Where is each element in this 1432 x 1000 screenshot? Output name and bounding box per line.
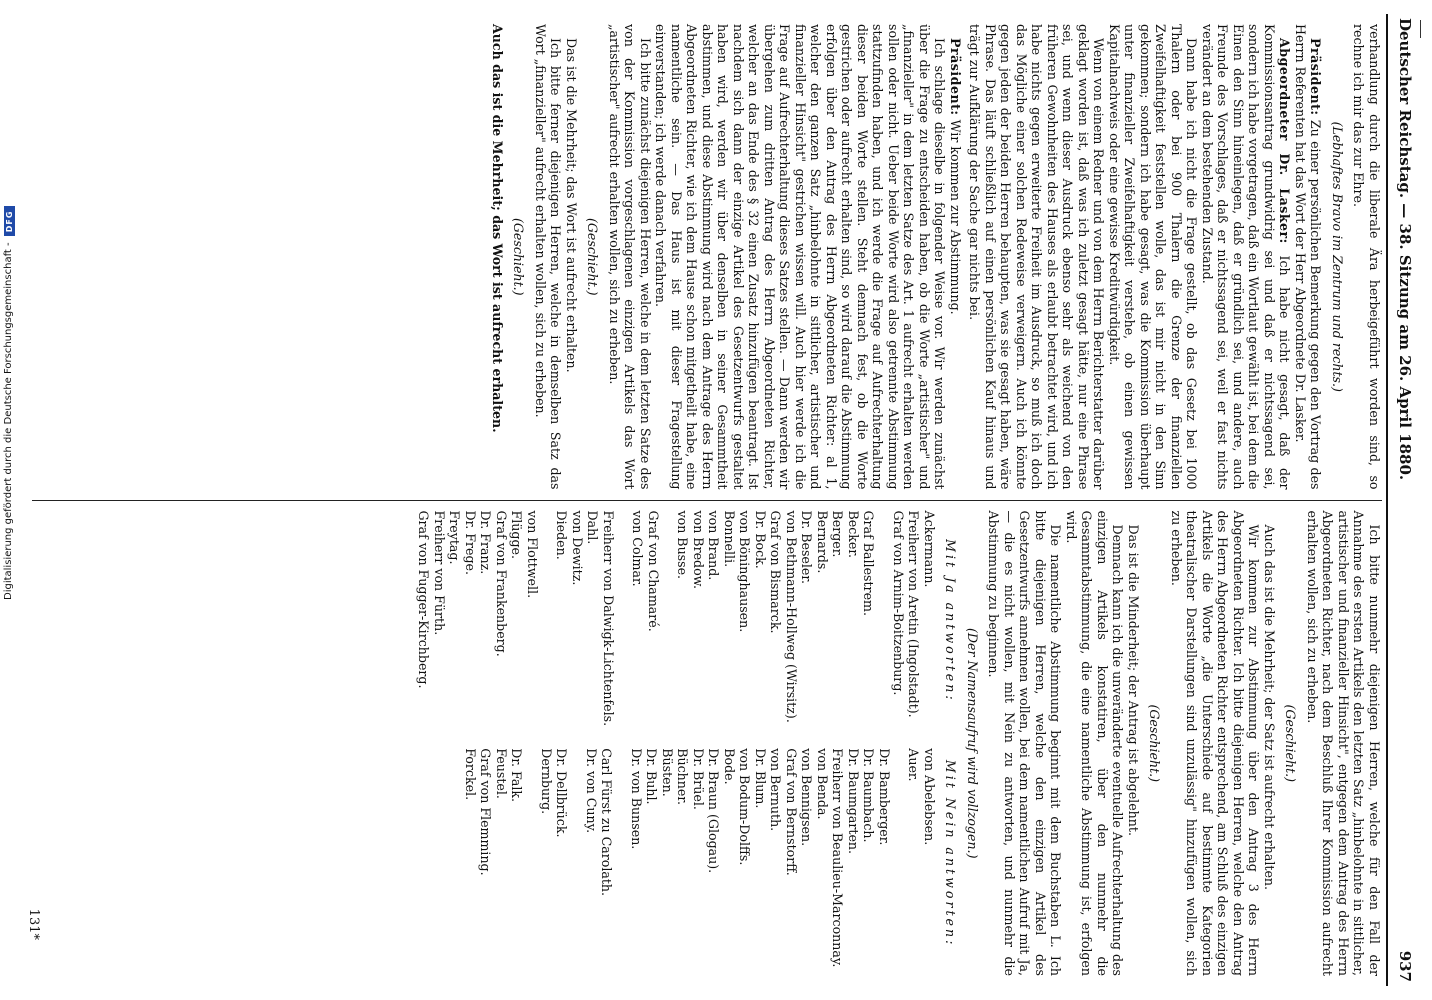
voter-name: Auer. bbox=[906, 748, 922, 782]
voter-name: Graf von Flemming. bbox=[478, 748, 494, 876]
voter-name: von Bennigsen. bbox=[799, 748, 815, 847]
left-column bbox=[32, 14, 1382, 500]
speech-text: Zu einer persönlichen Bemerkung gegen den Vortrag des Herrn Referenten hat das Wort der Herr Abgeordnete Dr. Lasker. bbox=[1293, 24, 1324, 490]
voter-name: Dr. Bock. bbox=[753, 510, 768, 569]
voter-name: Freytag. bbox=[447, 510, 463, 565]
voter-name: Dr. von Bunsen. bbox=[629, 748, 644, 850]
voter-name: Büsten. bbox=[660, 748, 675, 797]
vote-lists bbox=[416, 511, 937, 977]
voter-name: von Brand. bbox=[706, 510, 722, 581]
list-spacer bbox=[892, 748, 906, 976]
voter-name: Forckel. bbox=[463, 748, 478, 801]
footer-mark: 131* bbox=[26, 908, 42, 940]
voter-name: Graf von Arnim-Boitzenburg. bbox=[891, 510, 906, 696]
page-header bbox=[1388, 14, 1412, 986]
paragraph: Ich bitte ferner diejenigen Herren, welche in demselben Satz das Wort „finanzieller" aufrecht erhalten wollen, sich zu erheben. bbox=[533, 24, 564, 490]
voter-name: von Dewitz. bbox=[570, 510, 585, 586]
voter-name: Bode. bbox=[722, 748, 737, 785]
list-spacer bbox=[615, 748, 629, 976]
voter-name: von Abelebsen. bbox=[922, 748, 937, 846]
page-number: 937 bbox=[1396, 950, 1414, 982]
speech-text: Ich habe nicht gesagt, daß der Kommissionsantrag grundwidrig sei und daß er nichtssagend sei, sondern ich habe vorgetragen, daß ein Wortlaut gewählt ist, bei dem die Einen den Sinn hineinlegen, daß er gründlich sei, und andere, auch Freunde des Vorschlages, daß er nichtssagend sei, weil er fast nichts verändert an dem bestehenden Zustand. bbox=[1200, 24, 1293, 490]
vote-headings bbox=[943, 511, 959, 977]
header-rule bbox=[1386, 14, 1388, 986]
voter-name: Graf von Frankenberg. bbox=[494, 510, 509, 657]
result-note: (Geschieht.) bbox=[1283, 704, 1299, 783]
paragraph: Wenn von einem Redner und von dem Herrn Berichterstatter darüber geklagt worden ist, daß was ich zuletzt gesagt hätte, nur eine Phrase sei, und wenn dieser Ausdruck ebenso sehr als weichend von den früheren Gewohnheiten des Hauses als erlaubt betrachtet wird, und ich habe nichts gegen erweiterte Freiheit im Ausdruck, so muß ich doch das Mögliche einer solchen Redeweise verweigern. Auch ich könnte gegen jeden der beiden Herren behaupten, was sie gesagt haben, wäre Phrase. Das läuft schließlich auf einen persönlichen Kauf hinaus und trägt zur Aufklärung der Sache gar nichts bei. bbox=[967, 24, 1107, 490]
paragraph: verhandlung durch die liberale Ära herbeigeführt worden sind, so rechne ich mir das zur Ehre. bbox=[1351, 24, 1382, 490]
voter-name: Carl Fürst zu Carolath. bbox=[599, 748, 615, 897]
credit-text: Digitalisierung gefördert durch die Deutsche Forschungsgemeinschaft - bbox=[3, 242, 14, 600]
voter-name: Graf von Bismarck. bbox=[768, 510, 784, 634]
paragraph: Auch das ist die Mehrheit; der Satz ist aufrecht erhalten. bbox=[1262, 524, 1277, 891]
page-title: Deutscher Reichstag. — 38. Sitzung am 26. April 1880. bbox=[1396, 18, 1414, 481]
voter-name: von Bredow. bbox=[691, 510, 706, 589]
rotated-page bbox=[16, 0, 1416, 1000]
voter-name: von Flottwell. bbox=[525, 510, 540, 599]
voter-name: Dieden. bbox=[554, 510, 570, 560]
voter-name: Dr. Braun (Glogau). bbox=[706, 748, 722, 874]
speaker-name: Abgeordneter Dr. Lasker: bbox=[1277, 38, 1293, 244]
paragraph bbox=[1293, 24, 1324, 490]
voter-name: Dr. von Cuny. bbox=[584, 748, 599, 834]
voter-name: Dr. Buhl. bbox=[644, 748, 660, 805]
voter-name: Dahl. bbox=[585, 510, 601, 545]
voter-name: von Busse. bbox=[675, 510, 691, 580]
result-note: (Geschieht.) bbox=[585, 217, 601, 296]
paragraph bbox=[948, 24, 964, 490]
list-spacer bbox=[525, 748, 539, 976]
paragraph: Das ist die Minderheit; der Antrag ist abgelehnt. bbox=[1126, 524, 1141, 836]
paragraph: Wir kommen zur Abstimmung über den Antrag 3 des Herrn Abgeordneten Richter. Ich bitte diejenigen Herren, welche den Antrag des Herrn Abgeordneten Richter entsprechend, am Schluß des einzigen Artikels die Worte „die Unterschiede auf bestimmte Kategorien theatralischer Darstellungen sind unzulässig" hinzufügen wollen, sich zu erheben. bbox=[1169, 510, 1262, 976]
dfg-logo: DFG bbox=[4, 206, 15, 236]
no-vote-list bbox=[416, 748, 937, 976]
paragraph: Die namentliche Abstimmung beginnt mit dem Buchstaben L. Ich bitte diejenigen Herren, welche den einzigen Artikel des Gesetzentwurfs annehmen wollen, bei dem namentlichen Aufruf mit Ja, — die es nicht wollen, mit Nein zu antworten, und nunmehr die Abstimmung zu beginnen. bbox=[986, 510, 1064, 976]
voter-name: von Benda. bbox=[815, 748, 830, 820]
voter-name: Büchner. bbox=[675, 748, 691, 805]
paragraph: Das ist die Mehrheit; das Wort ist aufrecht erhalten. bbox=[564, 38, 579, 373]
voter-name: Dernburg. bbox=[539, 748, 554, 815]
voter-name: Freiherr von Fürth. bbox=[432, 510, 447, 636]
vote-no-heading: Mit Nein antworten: bbox=[943, 759, 959, 948]
voter-name: Dr. Baumgarten. bbox=[846, 748, 861, 855]
voter-name: Dr. Bamberger. bbox=[877, 748, 892, 846]
paragraph: Ich bitte nunmehr diejenigen Herren, welche für den Fall der Annahme des ersten Artikels den letzten Satz „hinbelohnte in sittlicher, artistischer und finanzieller Hinsicht", entgegen dem Antrag des Herrn Abgeordneten Richter, nach dem Beschluß Ihrer Kommission aufrecht erhalten wollen, sich zu erheben. bbox=[1305, 510, 1382, 976]
voter-name: Dr. Falk. bbox=[509, 748, 525, 803]
voter-name: Freiherr von Aretin (Ingolstadt). bbox=[906, 510, 922, 718]
result-note: (Geschieht.) bbox=[511, 217, 527, 296]
voter-name: Dr. Beseler. bbox=[799, 510, 815, 584]
voter-name: Bernards. bbox=[815, 510, 830, 574]
list-spacer bbox=[661, 511, 675, 739]
yes-vote-list bbox=[416, 511, 937, 739]
closing-line: Auch das ist die Mehrheit; das Wort ist aufrecht erhalten. bbox=[490, 24, 505, 433]
voter-name: Berger. bbox=[830, 510, 846, 558]
rollcall-note: (Der Namensaufruf wird vollzogen.) bbox=[965, 628, 980, 859]
voter-name: Dr. Dellbrück. bbox=[554, 748, 570, 838]
digitization-credit bbox=[2, 200, 16, 600]
voter-name: Graf Ballestrem. bbox=[861, 510, 877, 616]
paragraph: Ich schlage dieselbe in folgender Weise vor. Wir werden zunächst über die Frage zu entscheiden haben, ob die Worte „artistischer" und „finanzieller" in dem letzten Satze des Art. 1 aufrecht erhalten werden sollen oder nicht. Ueber beide Worte wird also getrennte Abstimmung stattzufinden haben, und ich werde die Frage auf Aufrechterhaltung dieser beiden Worte stellen. Steht demnach fest, ob die Worte gestrichen oder aufrecht erhalten sind, so wird darauf die Abstimmung erfolgen über den Antrag des Herrn Abgeordneten Richter: al 1, welcher den ganzen Satz „hinbelohnte in sittlicher, artistischer und finanzieller Hinsicht" gestrichen wissen will. Auch hier werde ich die Frage auf Aufrechterhaltung dieses Satzes stellen. — Dann werden wir übergehen zum dritten Antrag des Herrn Abgeordneten Richter, welcher an das Ende des § 32 einen Zusatz hinzufügen beantragt. Ist nachdem sich dann der einzige Artikel des Gesetzentwurfs gestaltet haben wird, werden wir über denselben in seiner Gesammtheit abstimmen, und diese Abstimmung wird nach dem Antrage des Herrn Abgeordneten Richter, wie ich dem Hause schon mitgetheilt habe, eine namentliche sein. — Das Haus ist mit dieser Fragestellung einverstanden; ich werde danach verfahren. bbox=[653, 24, 948, 490]
voter-name: Dr. Frege. bbox=[463, 510, 478, 575]
vote-yes-heading: Mit Ja antworten: bbox=[943, 539, 959, 703]
voter-name: Freiherr von Dalwigk-Lichtenfels. bbox=[601, 510, 616, 727]
voter-name: von Bernuth. bbox=[768, 748, 784, 832]
list-spacer bbox=[570, 748, 584, 976]
voter-name: Feustel. bbox=[494, 748, 509, 799]
right-column bbox=[32, 501, 1382, 987]
list-spacer bbox=[877, 511, 891, 739]
speech-text: Wir kommen zur Abstimmung. bbox=[948, 115, 963, 315]
paragraph bbox=[1200, 24, 1293, 490]
voter-name: Bonnelli. bbox=[722, 510, 737, 568]
voter-name: von Colmar. bbox=[630, 510, 646, 587]
list-spacer bbox=[540, 511, 554, 739]
voter-name: Dr. Baumbach. bbox=[861, 748, 877, 843]
voter-name: von Bethmann-Hollweg (Wirsitz). bbox=[784, 510, 799, 723]
voter-name: Becker. bbox=[846, 510, 861, 558]
voter-name: Dr. Blum. bbox=[753, 748, 768, 809]
voter-name: Graf von Fugger-Kirchberg. bbox=[416, 510, 432, 689]
result-note: (Geschieht.) bbox=[1147, 704, 1163, 783]
applause-note: (Lebhaftes Bravo im Zentrum und rechts.) bbox=[1330, 121, 1345, 392]
voter-name: Graf von Chamaré. bbox=[646, 510, 661, 632]
paragraph: Demnach kann ich die unveränderte eventuelle Aufrechterhaltung des einzigen Artikels konstatiren, über den nunmehr die Gesammtabstimmung, die eine namentliche Abstimmung ist, erfolgen wird. bbox=[1064, 510, 1126, 976]
voter-name: von Böninghausen. bbox=[737, 510, 753, 633]
list-spacer bbox=[616, 511, 630, 739]
voter-name: von Bodum-Dolffs. bbox=[737, 748, 753, 866]
voter-name: Ackermann. bbox=[922, 510, 937, 588]
two-column-body bbox=[32, 14, 1382, 986]
speaker-name: Präsident: bbox=[948, 38, 963, 116]
voter-name: Freiherr von Beaulieu-Marconnay. bbox=[830, 748, 846, 968]
voter-name: Dr. Brüel. bbox=[691, 748, 706, 810]
paragraph: Dann habe ich nicht die Frage gestellt, ob das Gesetz bei 1000 Thalern oder bei 900 Thalern die Grenze der finanziellen Zweifelhaftigkeit feststellen wolle, das ist mir nicht in den Sinn gekommen; sondern ich habe gesagt, was die Kommission überhaupt unter finanzieller Zweifelhaftigkeit verstehe, ob einen gewissen Kapitalnachweis oder eine gewisse Kreditwürdigkeit. bbox=[1107, 24, 1200, 490]
voter-name: Graf von Bernstorff. bbox=[784, 748, 799, 876]
voter-name: Dr. Franz. bbox=[478, 510, 494, 575]
speaker-name: Präsident: bbox=[1308, 38, 1324, 116]
voter-name: Flügge. bbox=[509, 510, 525, 559]
paragraph: Ich bitte zunächst diejenigen Herren, welche in dem letzten Satze des von der Kommission vorgeschlagenen einzigen Artikels das Wort „artistischer" aufrecht erhalten wollen, sich zu erheben. bbox=[607, 24, 653, 490]
